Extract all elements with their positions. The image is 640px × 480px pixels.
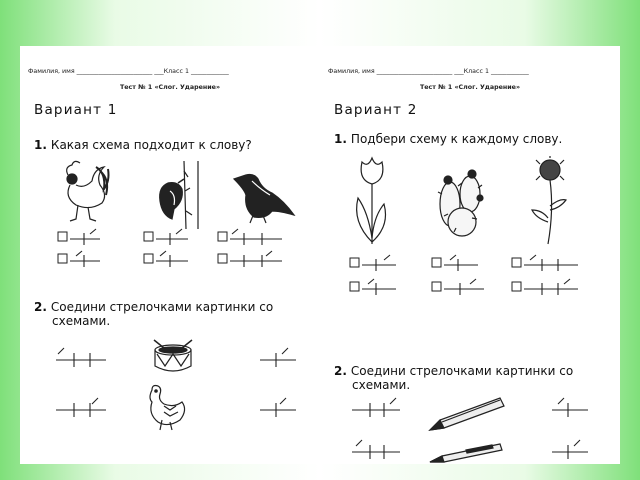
hen-picture [142,382,192,432]
scheme-option[interactable] [512,255,578,271]
cactus-picture [428,164,492,244]
task-2-text-cont: схемами. [352,378,411,392]
syllable-scheme-column-right [520,396,620,466]
task-number: 2. [34,300,47,314]
pencil-picture [426,396,506,436]
syllable-scheme-grid-task-1 [320,252,620,304]
scheme-option[interactable] [352,398,400,417]
tulip-picture [350,156,400,246]
scheme-option[interactable] [260,398,296,417]
scheme-option[interactable] [512,279,578,295]
syllable-scheme-column-right [220,342,320,422]
student-header: Фамилия, имя ________________________ ___Класс 1 ____________ [328,68,529,75]
task-2 [334,364,573,392]
crow-picture [226,161,296,229]
task-1-text: Подбери схему к каждому слову. [350,132,563,146]
scheme-option[interactable] [552,398,588,417]
scheme-option[interactable] [350,255,396,271]
task-number: 1. [334,132,347,146]
task-1-text: Какая схема подходит к слову? [50,138,252,152]
student-header: Фамилия, имя ________________________ ___Класс 1 ____________ [28,68,229,75]
rooster-picture [56,161,116,229]
scheme-option[interactable] [218,251,282,267]
scheme-option[interactable] [56,348,106,367]
scheme-option[interactable] [350,279,396,295]
variant-title: Вариант 2 [334,102,418,118]
scheme-option[interactable] [58,229,100,245]
task-2-text: Соедини стрелочками картинки со [350,364,574,378]
scheme-option[interactable] [260,348,296,367]
task-1 [334,132,562,146]
worksheet-variant-1 [20,46,320,464]
syllable-scheme-column-left [20,342,120,422]
variant-title: Вариант 1 [34,102,118,118]
task-number: 1. [34,138,47,152]
test-title: Тест № 1 «Слог. Ударение» [419,84,521,91]
pen-picture [426,440,506,470]
scheme-option[interactable] [144,229,188,245]
worksheet-variant-2 [320,46,620,464]
cornflower-picture [526,156,576,246]
scheme-option[interactable] [56,398,106,417]
woodpecker-picture [148,161,208,229]
test-title: Тест № 1 «Слог. Ударение» [119,84,221,91]
task-number: 2. [334,364,347,378]
task-1 [34,138,252,152]
scheme-option[interactable] [144,251,188,267]
scheme-option[interactable] [432,279,484,295]
task-2-text-cont: схемами. [52,314,111,328]
scheme-option[interactable] [58,251,100,267]
task-2-text: Соедини стрелочками картинки со [50,300,274,314]
drum-picture [148,336,198,376]
scheme-option[interactable] [352,440,400,459]
task-2 [34,300,273,328]
scheme-option[interactable] [552,440,588,459]
worksheet-scan [20,46,620,464]
scheme-option[interactable] [218,229,282,245]
syllable-scheme-column-left [320,396,420,466]
scheme-option[interactable] [432,255,478,271]
syllable-scheme-grid-task-1 [20,226,320,276]
